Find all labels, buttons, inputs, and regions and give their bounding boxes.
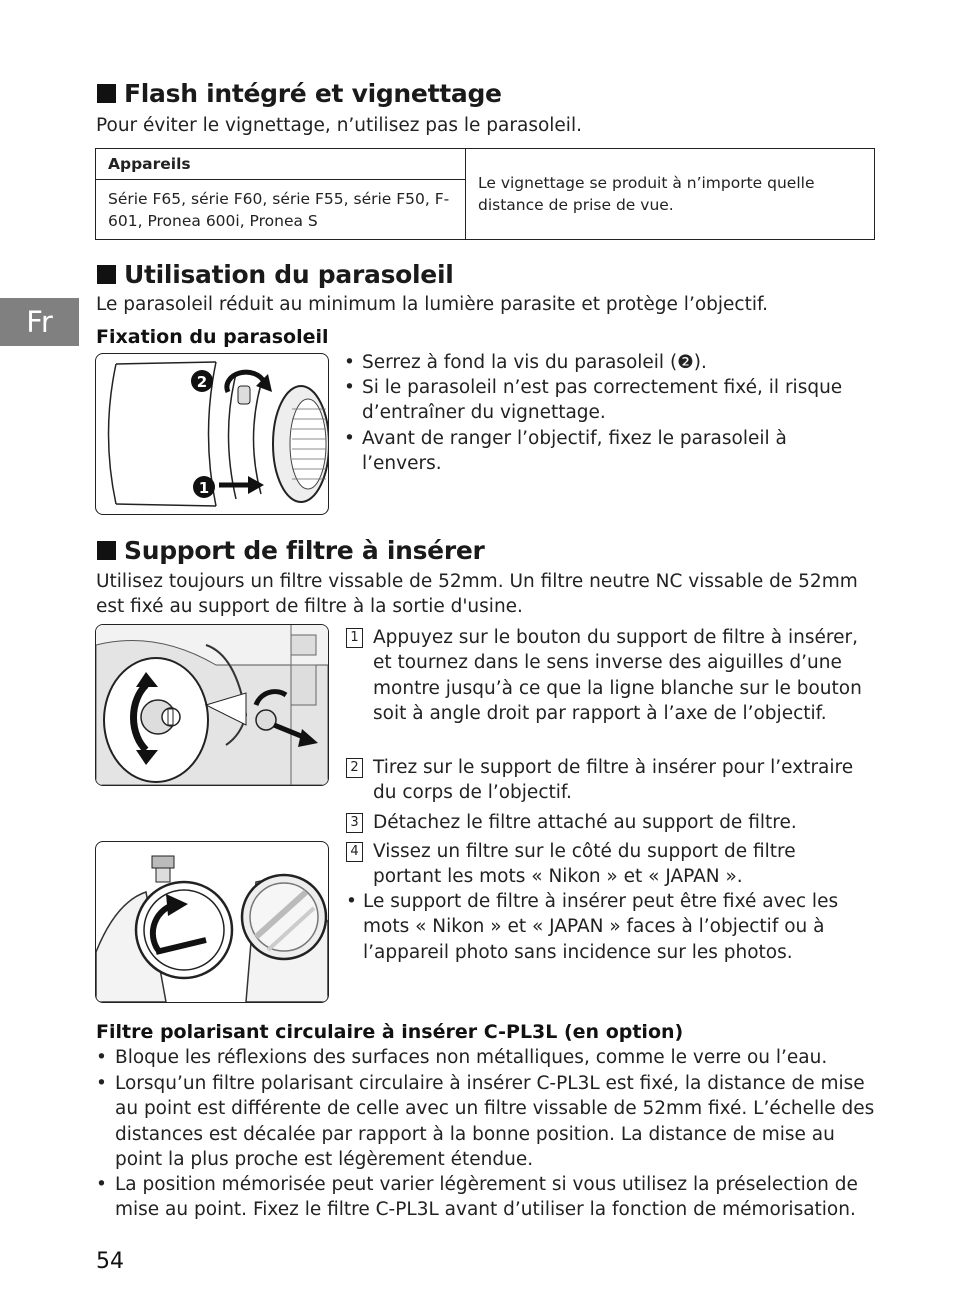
step-text: Tirez sur le support de filtre à insérer pour l’extraire du corps de l’objectif. (373, 757, 854, 804)
step-text: Appuyez sur le bouton du support de filtre à insérer, et tournez dans le sens inverse des aiguilles d’une montre jusqu’à ce que la ligne blanche sur le bouton soit à angle droit par rapport à l’axe de l’objectif. (373, 627, 862, 724)
list-item (344, 426, 834, 477)
filter-knob-illustration (95, 624, 329, 786)
bullet-text: Avant de ranger l’objectif, fixez le parasoleil à l’envers. (362, 428, 787, 475)
bullet-text: Lorsqu’un filtre polarisant circulaire à insérer C-PL3L est fixé, la distance de mise au point est différente de celle avec un filtre vissable de 52mm fixé. L’échelle des distances est décalée par rapport à la bonne position. La distance de mise au point la plus proche est légèrement étendue. (115, 1073, 875, 1170)
bullet-text: La position mémorisée peut varier légèrement si vous utilisez la préselection de mise au point. Fixez le filtre C-PL3L avant d’utiliser la fonction de mémorisation. (115, 1174, 858, 1221)
table-note-cell: Le vignettage se produit à n’importe quelle distance de prise de vue. (466, 149, 875, 240)
table-header-cell: Appareils (96, 149, 466, 180)
list-item (344, 375, 864, 426)
heading-text: Support de filtre à insérer (124, 536, 485, 565)
step-number: 2 (346, 758, 363, 778)
step-number: 3 (346, 813, 363, 833)
list-item (346, 755, 871, 806)
list-item (346, 839, 826, 890)
table-row (96, 149, 875, 180)
section-heading-hood (97, 260, 454, 290)
svg-text:2: 2 (196, 373, 208, 391)
bullet: • (344, 428, 355, 449)
svg-text:1: 1 (198, 479, 210, 497)
step-number: 1 (346, 628, 363, 648)
cpl-subheading: Filtre polarisant circulaire à insérer C-PL3L (en option) (96, 1021, 684, 1043)
hood-attach-illustration (95, 353, 329, 515)
list-item (346, 810, 871, 835)
step-text: Détachez le filtre attaché au support de filtre. (373, 812, 797, 833)
filter-intro: Utilisez toujours un filtre vissable de 52mm. Un filtre neutre NC vissable de 52mm est fixé au support de filtre à la sortie d'usine. (96, 571, 858, 618)
step-text: Vissez un filtre sur le côté du support de filtre portant les mots « Nikon » et « JAPAN ». (373, 841, 796, 888)
list-item (96, 1172, 871, 1223)
heading-text: Flash intégré et vignettage (124, 79, 502, 108)
bullet-text: Bloque les réflexions des surfaces non métalliques, comme le verre ou l’eau. (115, 1047, 828, 1068)
step-number: 4 (346, 842, 363, 862)
list-item (96, 1045, 876, 1070)
flash-intro: Pour éviter le vignettage, n’utilisez pas le parasoleil. (96, 115, 582, 136)
heading-square-icon (97, 84, 116, 103)
bullet: • (96, 1073, 107, 1094)
vignetting-table (95, 148, 875, 240)
bullet: • (344, 377, 355, 398)
list-item (346, 889, 866, 965)
bullet: • (96, 1174, 107, 1195)
list-item (346, 625, 871, 726)
bullet: • (344, 352, 355, 373)
bullet: • (346, 891, 357, 912)
list-item (96, 1071, 881, 1172)
list-item (344, 350, 864, 375)
hood-subheading: Fixation du parasoleil (96, 326, 329, 348)
heading-square-icon (97, 265, 116, 284)
hood-intro: Le parasoleil réduit au minimum la lumière parasite et protège l’objectif. (96, 294, 769, 315)
heading-square-icon (97, 541, 116, 560)
heading-text: Utilisation du parasoleil (124, 260, 454, 289)
language-tab: Fr (0, 298, 79, 346)
bullet: • (96, 1047, 107, 1068)
table-cameras-cell: Série F65, série F60, série F55, série F50, F-601, Pronea 600i, Pronea S (96, 180, 466, 240)
bullet-text: Le support de filtre à insérer peut être fixé avec les mots « Nikon » et « JAPAN » faces à l’objectif ou à l’appareil photo sans incidence sur les photos. (363, 891, 839, 963)
page-number: 54 (96, 1249, 124, 1274)
section-heading-filter-holder (97, 536, 485, 566)
bullet-text: Serrez à fond la vis du parasoleil (❷). (362, 352, 707, 373)
bullet-text: Si le parasoleil n’est pas correctement fixé, il risque d’entraîner du vignettage. (362, 377, 843, 424)
filter-screw-illustration (95, 841, 329, 1003)
section-heading-flash (97, 79, 502, 109)
